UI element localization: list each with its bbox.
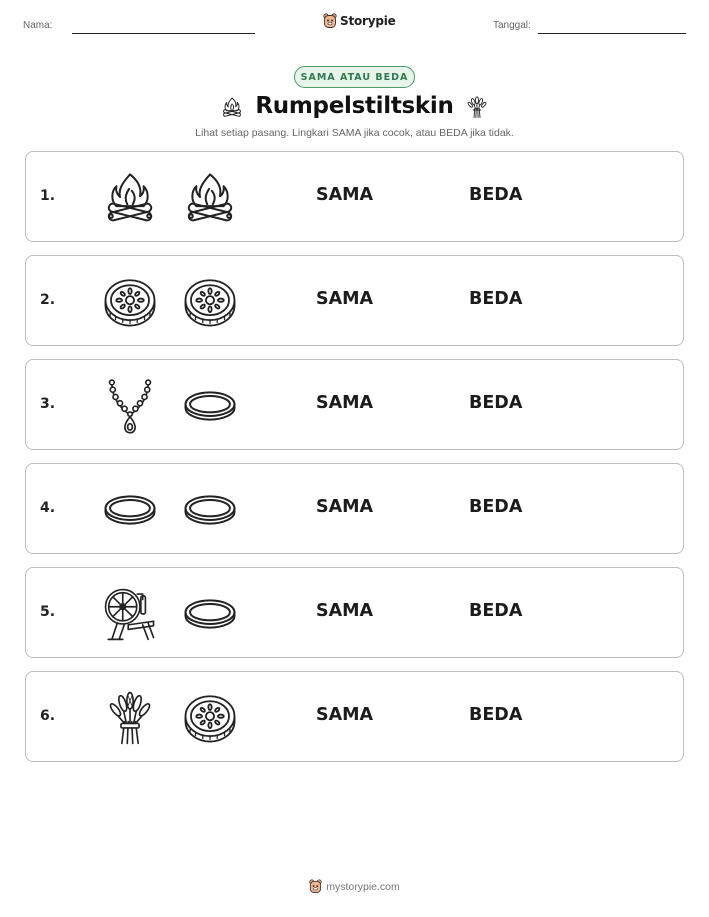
necklace-icon bbox=[101, 377, 159, 435]
question-number: 2. bbox=[40, 292, 56, 308]
same-option[interactable]: SAMA bbox=[316, 705, 374, 725]
question-row bbox=[25, 151, 684, 242]
campfire-icon bbox=[101, 169, 159, 227]
date-label: Tanggal: bbox=[493, 20, 531, 31]
same-option[interactable]: SAMA bbox=[316, 601, 374, 621]
question-number: 4. bbox=[40, 500, 56, 516]
name-line[interactable] bbox=[72, 33, 255, 34]
ring-icon bbox=[101, 481, 159, 539]
same-option[interactable]: SAMA bbox=[316, 185, 374, 205]
question-row bbox=[25, 359, 684, 450]
question-row bbox=[25, 463, 684, 554]
different-option[interactable]: BEDA bbox=[469, 289, 523, 309]
instructions: Lihat setiap pasang. Lingkari SAMA jika cocok, atau BEDA jika tidak. bbox=[195, 127, 514, 139]
ring-icon bbox=[181, 585, 239, 643]
same-option[interactable]: SAMA bbox=[316, 289, 374, 309]
wheat-bundle-icon bbox=[465, 93, 489, 121]
worksheet-title: Rumpelstiltskin bbox=[255, 93, 454, 119]
storypie-mascot-icon bbox=[323, 13, 337, 29]
worksheet-type-badge: SAMA ATAU BEDA bbox=[294, 66, 415, 88]
different-option[interactable]: BEDA bbox=[469, 497, 523, 517]
question-row bbox=[25, 567, 684, 658]
campfire-icon bbox=[181, 169, 239, 227]
question-number: 3. bbox=[40, 396, 56, 412]
coin-icon bbox=[181, 273, 239, 331]
coin-icon bbox=[181, 689, 239, 747]
ring-icon bbox=[181, 377, 239, 435]
wheat-bundle-icon bbox=[101, 689, 159, 747]
question-number: 1. bbox=[40, 188, 56, 204]
date-line[interactable] bbox=[538, 33, 686, 34]
different-option[interactable]: BEDA bbox=[469, 705, 523, 725]
worksheet-header bbox=[0, 0, 709, 50]
different-option[interactable]: BEDA bbox=[469, 601, 523, 621]
ring-icon bbox=[181, 481, 239, 539]
spinning-wheel-icon bbox=[101, 585, 159, 643]
question-row bbox=[25, 671, 684, 762]
same-option[interactable]: SAMA bbox=[316, 497, 374, 517]
brand-name: Storypie bbox=[340, 14, 396, 28]
question-row bbox=[25, 255, 684, 346]
name-label: Nama: bbox=[23, 20, 53, 31]
same-option[interactable]: SAMA bbox=[316, 393, 374, 413]
coin-icon bbox=[101, 273, 159, 331]
different-option[interactable]: BEDA bbox=[469, 185, 523, 205]
question-number: 5. bbox=[40, 604, 56, 620]
footer-site: mystorypie.com bbox=[326, 880, 400, 893]
title-row bbox=[0, 91, 709, 125]
question-number: 6. bbox=[40, 708, 56, 724]
brand-logo bbox=[323, 13, 396, 29]
different-option[interactable]: BEDA bbox=[469, 393, 523, 413]
storypie-mascot-icon bbox=[309, 879, 322, 894]
footer bbox=[0, 879, 709, 894]
